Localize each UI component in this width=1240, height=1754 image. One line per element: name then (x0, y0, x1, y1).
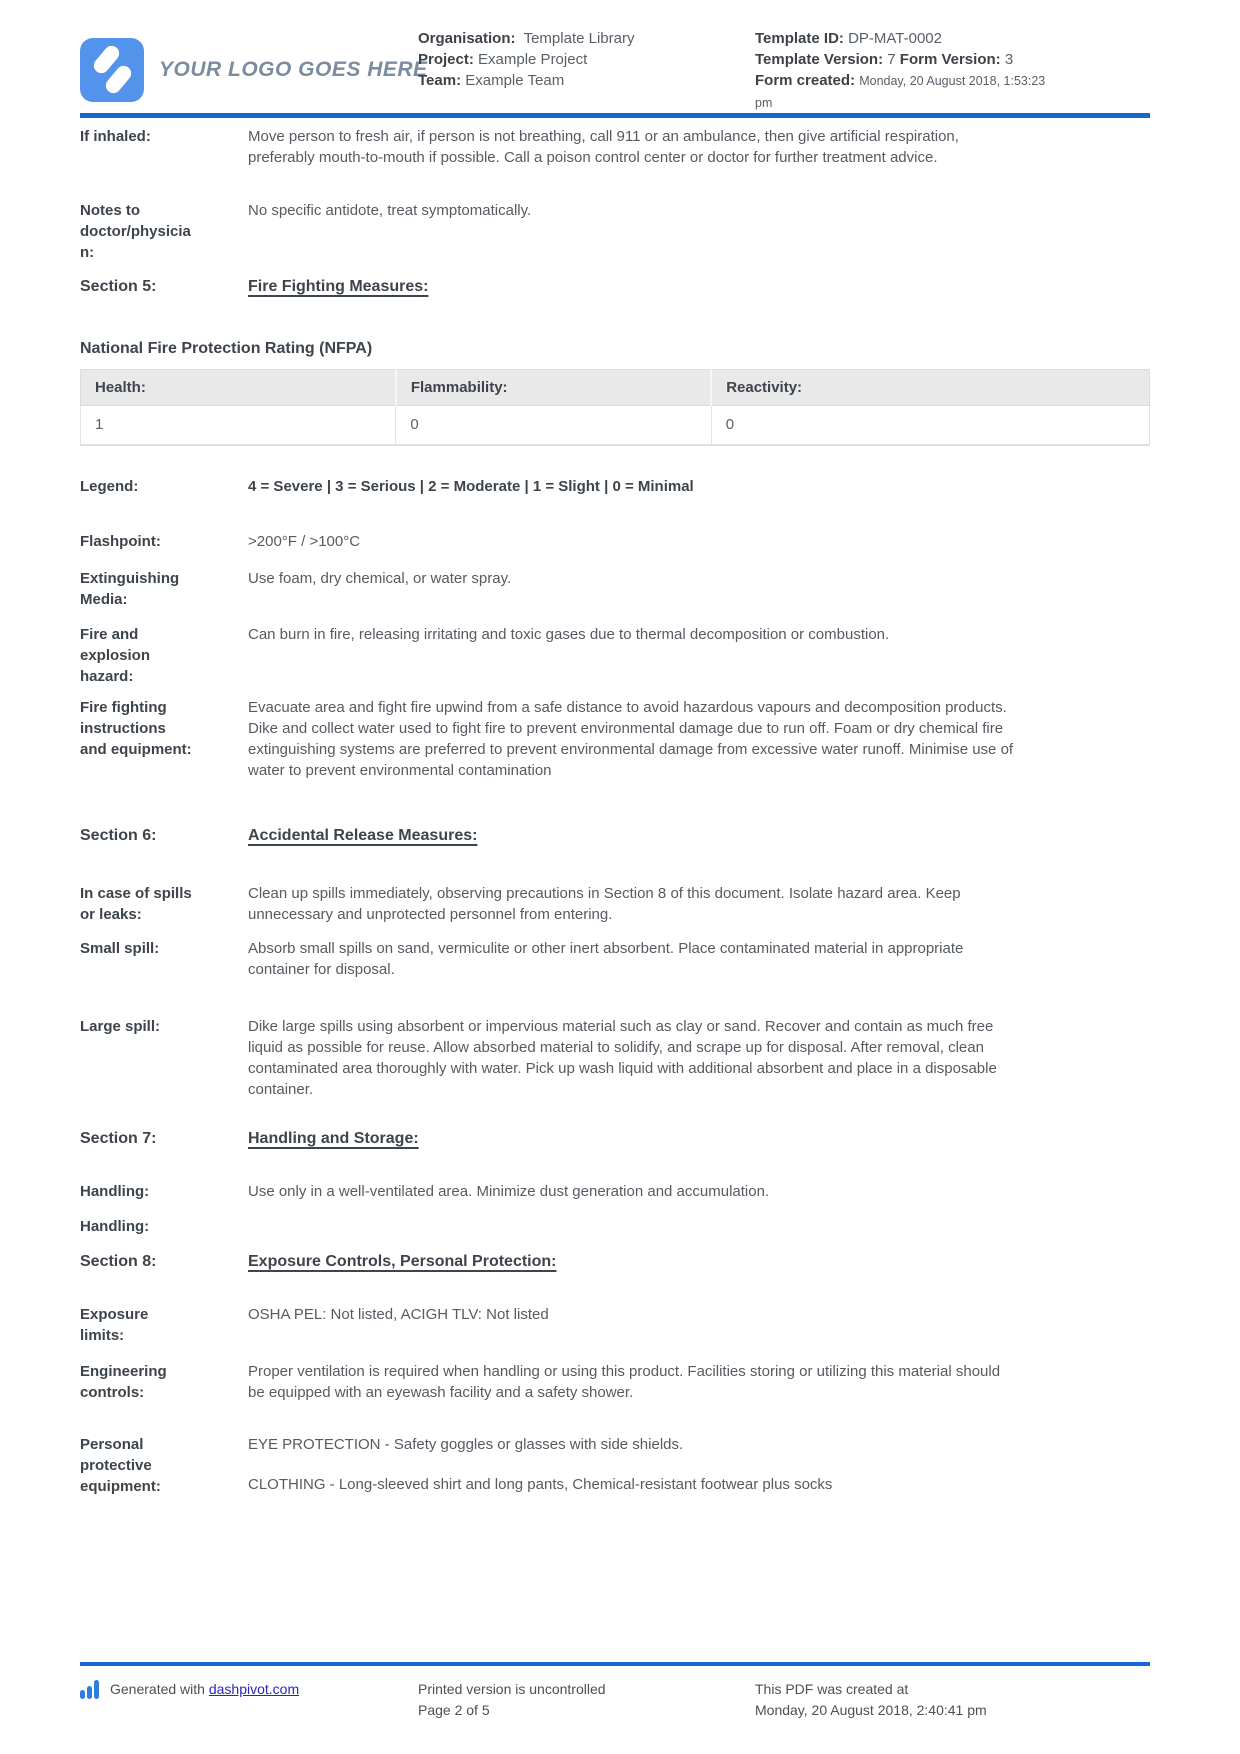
section-label: Section 6: (80, 827, 157, 844)
field-text: Proper ventilation is required when handling or using this product. Facilities storing or utilizing this material should be equipped with an eyewash facility and a safety shower. (248, 1363, 1001, 1401)
nfpa-value-row (81, 406, 1150, 446)
section-title: Fire Fighting Measures: (248, 278, 429, 295)
field-label: Fire and explosion hazard: (80, 626, 151, 685)
nfpa-column-header: Health: (81, 370, 396, 406)
field-value (248, 568, 1020, 589)
field-row (80, 1216, 1150, 1237)
field-text: Move person to fresh air, if person is not breathing, call 911 or an ambulance, then give artificial respiration, preferably mouth-to-mouth if possible. Call a poison control center or doctor for further treatment advice. (248, 128, 959, 166)
field-label: Fire fighting instructions and equipment: (80, 699, 192, 758)
field-value (248, 1304, 1020, 1325)
field-label: Notes to doctor/physician: (80, 202, 191, 261)
field-row (80, 883, 1150, 925)
dashpivot-link[interactable]: dashpivot.com (208, 1681, 300, 1697)
logo-placeholder-text: YOUR LOGO GOES HERE (159, 58, 428, 81)
field-label: Engineering controls: (80, 1363, 167, 1401)
header-meta-right (755, 26, 1047, 114)
section-label: Section 5: (80, 278, 157, 295)
page-number: Page 2 of 5 (418, 1702, 490, 1718)
field-label: Handling: (80, 1183, 150, 1200)
field-value (248, 624, 1020, 645)
template-version-value: 7 (887, 51, 896, 68)
nfpa-value: 1 (81, 406, 396, 446)
field-text: No specific antidote, treat symptomatically. (248, 202, 532, 219)
nfpa-header-row (81, 370, 1150, 406)
field-value (248, 938, 1020, 980)
form-created-value: Monday, 20 August 2018, 1:53:23 pm (755, 74, 1046, 110)
created-at-text: This PDF was created at (755, 1681, 909, 1697)
field-value (248, 1016, 1020, 1100)
footer-right (755, 1679, 1150, 1721)
field-value (248, 200, 1020, 221)
dashpivot-bars-icon (80, 1680, 101, 1699)
field-label: Exposure limits: (80, 1306, 149, 1344)
team-label: Team: (418, 72, 462, 89)
header-meta-left (418, 26, 755, 114)
field-label: Extinguishing Media: (80, 570, 180, 608)
field-text: OSHA PEL: Not listed, ACIGH TLV: Not listed (248, 1306, 549, 1323)
field-row (80, 531, 1150, 552)
section-row (80, 276, 1150, 298)
field-value (248, 697, 1020, 781)
document-body (80, 126, 1150, 1497)
nfpa-value: 0 (711, 406, 1149, 446)
template-id-label: Template ID: (755, 30, 844, 47)
nfpa-column-header: Reactivity: (711, 370, 1149, 406)
section-row (80, 1128, 1150, 1150)
field-value (248, 1361, 1020, 1403)
section-label: Section 7: (80, 1130, 157, 1147)
field-label: Handling: (80, 1218, 150, 1235)
field-label: In case of spills or leaks: (80, 885, 192, 923)
field-label: Personal protective equipment: (80, 1436, 161, 1495)
team-value: Example Team (465, 72, 565, 89)
section-row (80, 1251, 1150, 1273)
logo-area (80, 26, 428, 114)
field-text: CLOTHING - Long-sleeved shirt and long pants, Chemical-resistant footwear plus socks (248, 1476, 833, 1493)
field-text: >200°F / >100°C (248, 533, 361, 550)
field-text: Use foam, dry chemical, or water spray. (248, 570, 512, 587)
field-value (248, 1181, 1020, 1202)
field-row (80, 1016, 1150, 1100)
field-row (80, 697, 1150, 781)
project-label: Project: (418, 51, 474, 68)
field-value (248, 1434, 1020, 1495)
field-row (80, 1361, 1150, 1403)
nfpa-heading: National Fire Protection Rating (NFPA) (80, 340, 373, 357)
created-at-date: Monday, 20 August 2018, 2:40:41 pm (755, 1702, 987, 1718)
field-value (248, 883, 1020, 925)
field-row (80, 1181, 1150, 1202)
field-row (80, 200, 1150, 263)
section-title: Handling and Storage: (248, 1130, 419, 1147)
footer-generated (80, 1679, 418, 1721)
footer-divider (80, 1662, 1150, 1666)
footer-center (418, 1679, 755, 1721)
field-value (248, 531, 1020, 552)
field-text: Evacuate area and fight fire upwind from a safe distance to avoid hazardous vapours and decomposition products. Dike and collect water used to fight fire to prevent environmental damage due to run off. Foam or dry chemical fire extinguishing systems are preferred to prevent environmental damage from excessive water runoff. Minimise use of water to prevent environmental contamination (248, 699, 1014, 779)
field-label: If inhaled: (80, 128, 151, 145)
field-row (80, 476, 1150, 497)
field-label: Flashpoint: (80, 533, 161, 550)
field-row (80, 126, 1150, 168)
form-created-label: Form created: (755, 72, 856, 89)
section-label: Section 8: (80, 1253, 157, 1270)
nfpa-column-header: Flammability: (396, 370, 711, 406)
field-text: Can burn in fire, releasing irritating and toxic gases due to thermal decomposition or combustion. (248, 626, 890, 643)
field-row (80, 568, 1150, 610)
generated-with-text: Generated with (110, 1681, 209, 1697)
field-label: Legend: (80, 478, 139, 495)
uncontrolled-text: Printed version is uncontrolled (418, 1681, 606, 1697)
field-text: Absorb small spills on sand, vermiculite or other inert absorbent. Place contaminated material in appropriate container for disposal. (248, 940, 964, 978)
organisation-label: Organisation: (418, 30, 516, 47)
company-logo-icon (80, 38, 144, 102)
form-version-label: Form Version: (899, 51, 1001, 68)
field-row (80, 624, 1150, 687)
nfpa-block (80, 338, 1150, 446)
field-label: Large spill: (80, 1018, 161, 1035)
page-footer (80, 1662, 1150, 1721)
field-row (80, 1434, 1150, 1497)
template-id-value: DP-MAT-0002 (848, 30, 942, 47)
template-version-label: Template Version: (755, 51, 884, 68)
section-title: Exposure Controls, Personal Protection: (248, 1253, 557, 1270)
field-text: 4 = Severe | 3 = Serious | 2 = Moderate | 1 = Slight | 0 = Minimal (248, 478, 694, 495)
section-title: Accidental Release Measures: (248, 827, 478, 844)
field-label: Small spill: (80, 940, 160, 957)
section-row (80, 825, 1150, 847)
field-text: EYE PROTECTION - Safety goggles or glasses with side shields. (248, 1436, 684, 1453)
project-value: Example Project (478, 51, 588, 68)
organisation-value: Template Library (523, 30, 635, 47)
field-row (80, 938, 1150, 980)
nfpa-value: 0 (396, 406, 711, 446)
field-row (80, 1304, 1150, 1346)
page-header (80, 26, 1150, 114)
form-version-value: 3 (1004, 51, 1014, 68)
header-divider (80, 113, 1150, 118)
field-value (248, 476, 1020, 497)
field-text: Clean up spills immediately, observing precautions in Section 8 of this document. Isolate hazard area. Keep unnecessary and unprotected personnel from entering. (248, 885, 961, 923)
field-value (248, 126, 1020, 168)
field-text: Use only in a well-ventilated area. Minimize dust generation and accumulation. (248, 1183, 770, 1200)
field-text: Dike large spills using absorbent or impervious material such as clay or sand. Recover and contain as much free liquid as possible for reuse. Allow absorbed material to solidify, and scrape up for disposal. After removal, clean contaminated area thoroughly with water. Pick up wash liquid with additional absorbent and place in a disposable container. (248, 1018, 997, 1098)
nfpa-table (80, 369, 1150, 446)
